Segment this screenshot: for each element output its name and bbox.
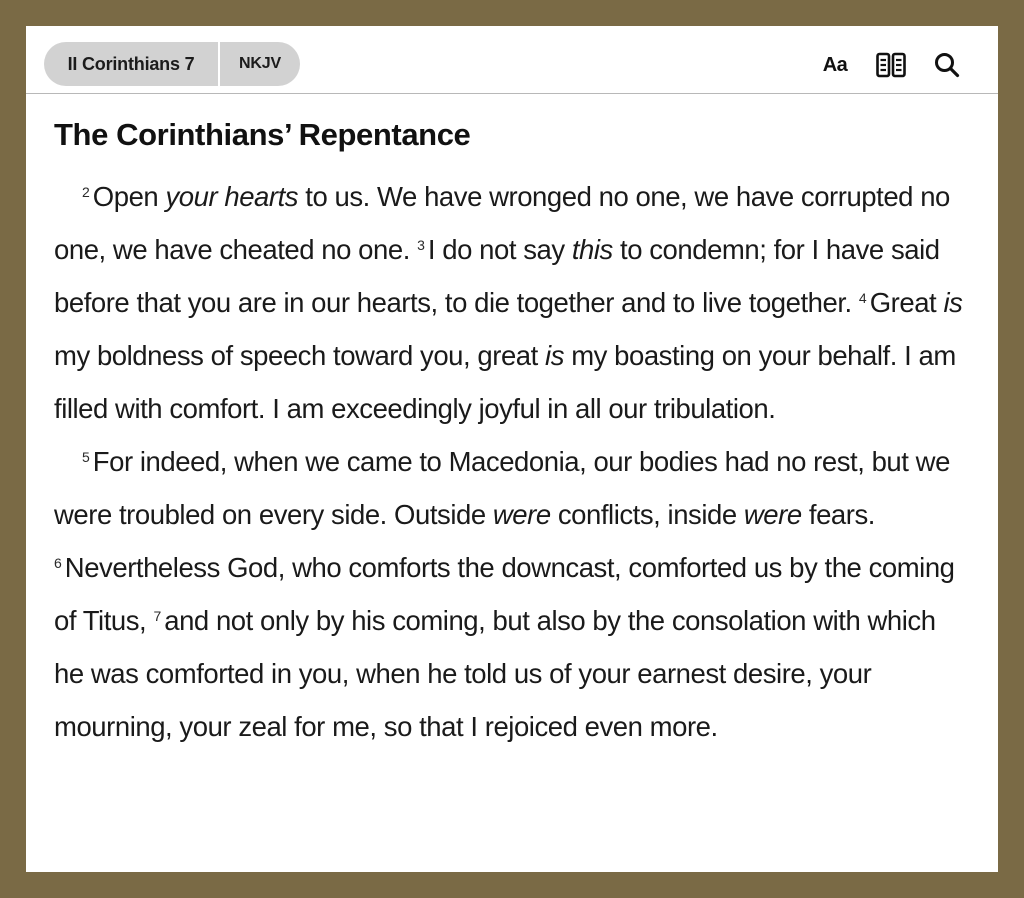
- chapter-content: [54, 94, 970, 753]
- verse-text: For indeed, when we came to Macedonia, our bodies had no rest, but we were troubled on every side. Outside: [54, 446, 950, 530]
- paragraph: [54, 435, 970, 753]
- reader-page: [26, 26, 998, 872]
- font-settings-icon[interactable]: Aa: [822, 53, 848, 76]
- verse-number[interactable]: 3: [417, 237, 425, 253]
- toolbar: [796, 48, 964, 82]
- verse-text: conflicts, inside: [550, 499, 744, 530]
- search-icon[interactable]: [930, 48, 964, 82]
- verse-text: Open: [92, 181, 166, 212]
- paragraph: [54, 170, 970, 435]
- verse-italic: this: [571, 234, 613, 265]
- verse-text: Great: [869, 287, 944, 318]
- verse-italic: were: [492, 499, 551, 530]
- verse-number[interactable]: 5: [82, 449, 90, 465]
- section-heading: The Corinthians’ Repentance: [54, 117, 471, 152]
- verse-text: my boldness of speech toward you, great: [54, 340, 546, 371]
- verse-text: fears.: [801, 499, 875, 530]
- verse-number[interactable]: 2: [82, 184, 90, 200]
- verse-text: I do not say: [427, 234, 572, 265]
- verse-italic: is: [943, 287, 963, 318]
- verse-italic: your hearts: [165, 181, 299, 212]
- book-chapter-button[interactable]: II Corinthians 7: [67, 53, 195, 74]
- version-button[interactable]: NKJV: [239, 55, 281, 72]
- verse-number[interactable]: 4: [858, 290, 867, 306]
- verse-number[interactable]: 7: [153, 608, 162, 624]
- verse-italic: is: [545, 340, 565, 371]
- parallel-bible-icon[interactable]: [874, 48, 908, 82]
- verse-text: and not only by his coming, but also by the consolation with which he was comforted in you, when he told us of your earnest desire, your mourning, your zeal for me, so that I rejoiced even more.: [54, 605, 936, 742]
- verse-text: Nevertheless God, who comforts the downcast, comforted us by the coming of Titus,: [54, 552, 955, 636]
- verse-text: to us. We have wronged no one, we have corrupted no one, we have cheated no one.: [54, 181, 950, 265]
- top-bar: [26, 26, 998, 94]
- reference-selector: [44, 42, 300, 86]
- verse-text: to condemn; for I have said before that you are in our hearts, to die together and to live together.: [54, 234, 940, 318]
- verse-number[interactable]: 6: [54, 555, 62, 571]
- verse-italic: were: [743, 499, 802, 530]
- verse-text: my boasting on your behalf. I am filled with comfort. I am exceedingly joyful in all our tribulation.: [54, 340, 956, 424]
